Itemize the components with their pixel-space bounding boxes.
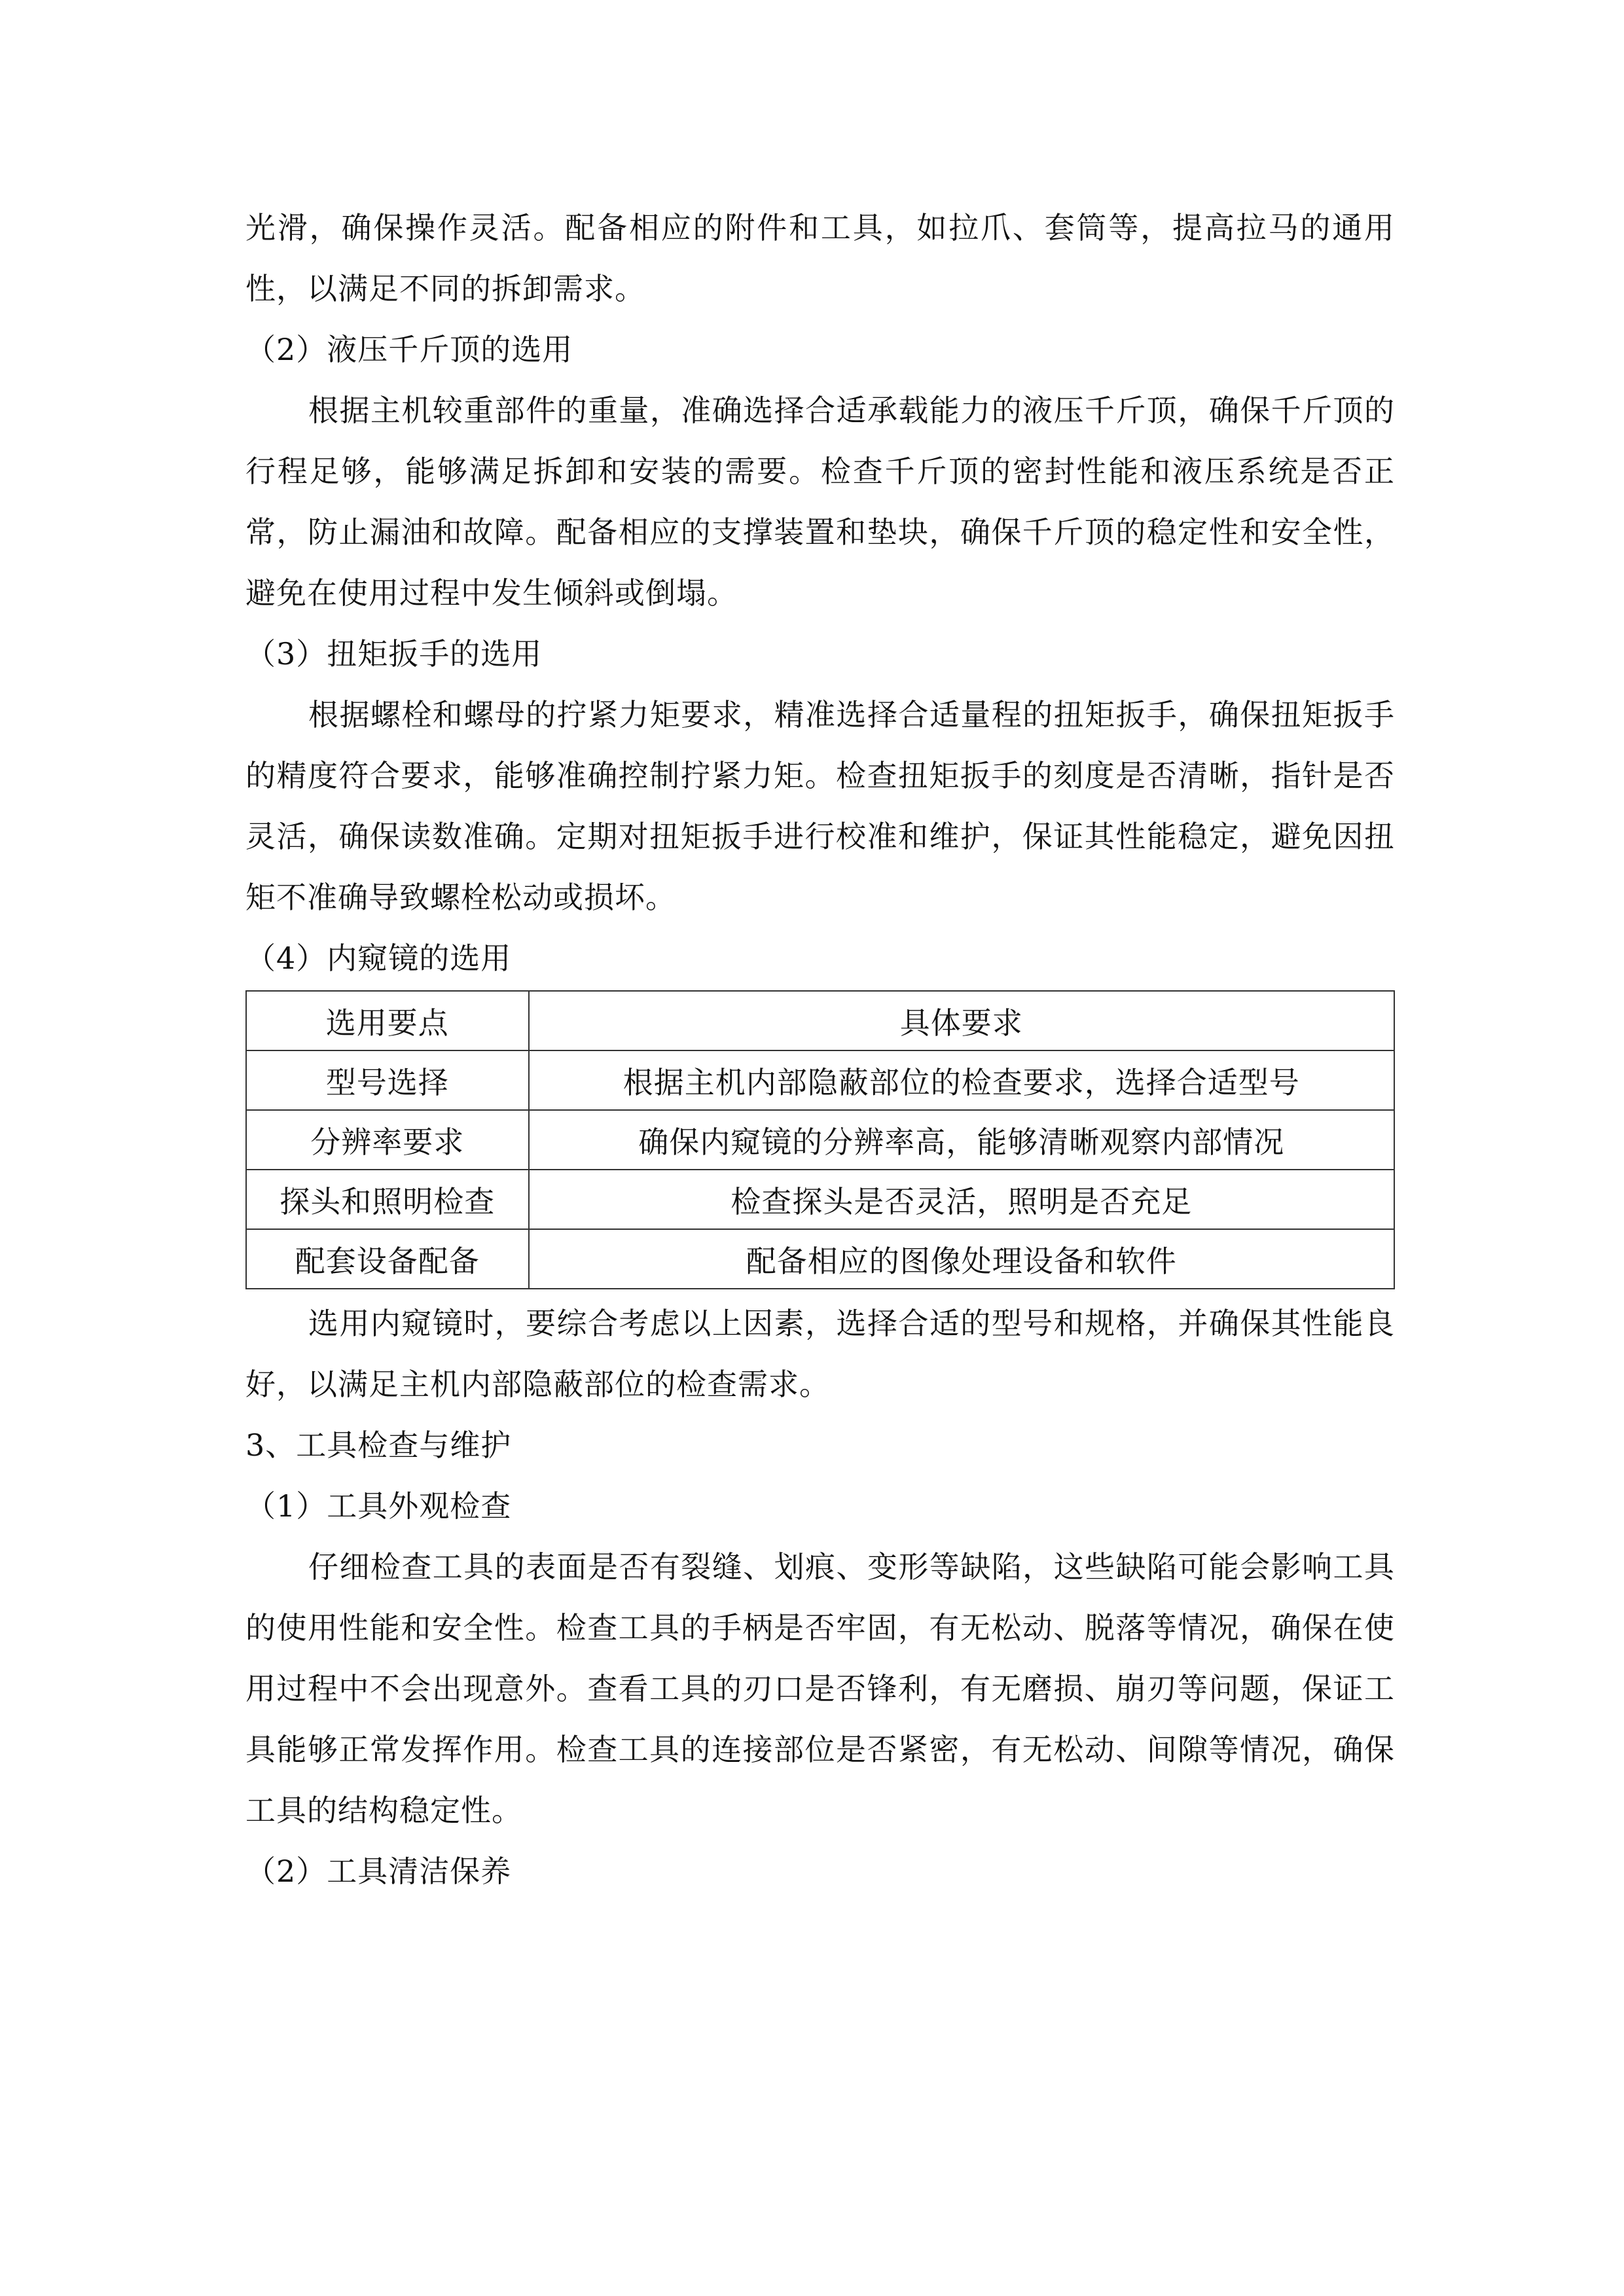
table-cell: 根据主机内部隐蔽部位的检查要求，选择合适型号: [529, 1050, 1394, 1110]
torque-wrench-heading: （3）扭矩扳手的选用: [245, 636, 543, 672]
table-header-cell: 选用要点: [246, 991, 529, 1050]
tool-maintenance-heading: 3、工具检查与维护: [245, 1427, 512, 1463]
continued-paragraph: 光滑，确保操作灵活。配备相应的附件和工具，如拉爪、套筒等，提高拉马的通用性，以满足不同的拆卸需求。: [245, 210, 1395, 306]
endoscope-table-wrapper: [245, 990, 1395, 1289]
torque-wrench-paragraph: 根据螺栓和螺母的拧紧力矩要求，精准选择合适量程的扭矩扳手，确保扭矩扳手的精度符合要求，能够准确控制拧紧力矩。检查扭矩扳手的刻度是否清晰，指针是否灵活，确保读数准确。定期对扭矩扳手进行校准和维护，保证其性能稳定，避免因扭矩不准确导致螺栓松动或损坏。: [245, 697, 1395, 915]
tool-appearance-heading: （1）工具外观检查: [245, 1488, 512, 1524]
table-cell: 探头和照明检查: [246, 1170, 529, 1229]
endoscope-table: [245, 990, 1395, 1289]
table-cell: 配套设备配备: [246, 1229, 529, 1289]
table-row: [246, 1110, 1394, 1170]
page-content: [245, 198, 1395, 1902]
table-row: [246, 1170, 1394, 1229]
table-header-cell: 具体要求: [529, 991, 1394, 1050]
endoscope-heading: （4）内窥镜的选用: [245, 941, 512, 976]
table-cell: 型号选择: [246, 1050, 529, 1110]
endoscope-summary-paragraph: 选用内窥镜时，要综合考虑以上因素，选择合适的型号和规格，并确保其性能良好，以满足主机内部隐蔽部位的检查需求。: [245, 1306, 1395, 1402]
hydraulic-jack-paragraph: 根据主机较重部件的重量，准确选择合适承载能力的液压千斤顶，确保千斤顶的行程足够，能够满足拆卸和安装的需要。检查千斤顶的密封性能和液压系统是否正常，防止漏油和故障。配备相应的支撑装置和垫块，确保千斤顶的稳定性和安全性，避免在使用过程中发生倾斜或倒塌。: [245, 393, 1395, 611]
table-cell: 分辨率要求: [246, 1110, 529, 1170]
tool-appearance-paragraph: 仔细检查工具的表面是否有裂缝、划痕、变形等缺陷，这些缺陷可能会影响工具的使用性能和安全性。检查工具的手柄是否牢固，有无松动、脱落等情况，确保在使用过程中不会出现意外。查看工具的刃口是否锋利，有无磨损、崩刃等问题，保证工具能够正常发挥作用。检查工具的连接部位是否紧密，有无松动、间隙等情况，确保工具的结构稳定性。: [245, 1549, 1395, 1828]
table-header-row: [246, 991, 1394, 1050]
tool-cleaning-heading: （2）工具清洁保养: [245, 1854, 512, 1889]
table-row: [246, 1229, 1394, 1289]
hydraulic-jack-heading: （2）液压千斤顶的选用: [245, 332, 573, 367]
table-cell: 配备相应的图像处理设备和软件: [529, 1229, 1394, 1289]
table-cell: 确保内窥镜的分辨率高，能够清晰观察内部情况: [529, 1110, 1394, 1170]
table-cell: 检查探头是否灵活，照明是否充足: [529, 1170, 1394, 1229]
table-row: [246, 1050, 1394, 1110]
